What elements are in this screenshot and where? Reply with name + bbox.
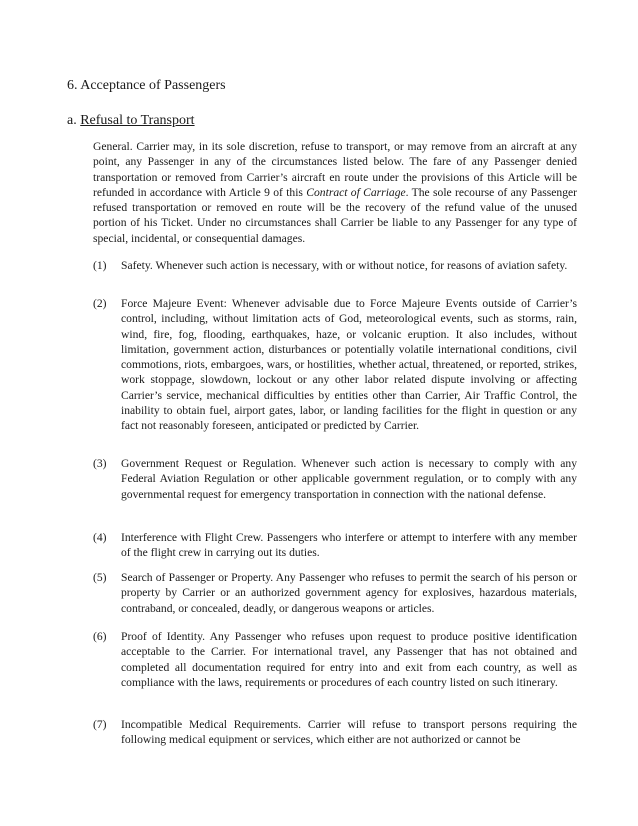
list-item-number: (5) xyxy=(93,571,107,584)
list-item-proof-of-identity xyxy=(93,629,577,690)
list-item-number: (4) xyxy=(93,531,107,544)
list-item-number: (6) xyxy=(93,630,107,643)
list-item-text: Interference with Flight Crew. Passengers who interfere or attempt to interfere with any member of the flight crew in carrying out its duties. xyxy=(121,531,577,560)
subsection-label: a. xyxy=(67,113,81,128)
list-item-number: (2) xyxy=(93,297,107,310)
list-item-medical-requirements xyxy=(93,717,577,748)
contract-of-carriage-reference: Contract of Carriage xyxy=(306,185,406,199)
list-item-safety xyxy=(93,258,577,273)
subsection-title: Refusal to Transport xyxy=(80,113,195,128)
subsection-heading xyxy=(67,112,195,130)
list-item-text: Search of Passenger or Property. Any Passenger who refuses to permit the search of his person or property by Carrier or an authorized government agency for explosives, hazardous materials, contraband, or concealed, deadly, or dangerous weapons or articles. xyxy=(121,571,577,615)
list-item-text: Incompatible Medical Requirements. Carrier will refuse to transport persons requiring the following medical equipment or services, which either are not authorized or cannot be xyxy=(121,718,577,747)
list-item-force-majeure xyxy=(93,296,577,434)
list-item-number: (7) xyxy=(93,718,107,731)
list-item-text: Government Request or Regulation. Whenever such action is necessary to comply with any Federal Aviation Regulation or other applicable government regulation, or to comply with any governmental request for emergency transportation in connection with the national defense. xyxy=(121,457,577,501)
general-text-after: . The sole recourse of any Passenger refused transportation or removed en route will be the recovery of the refund value of the unused portion of his Ticket. Under no circumstances shall Carrier be liable to any Passenger for any type of special, incidental, or consequential damages. xyxy=(93,185,577,245)
general-paragraph xyxy=(93,139,577,246)
section-title: 6. Acceptance of Passengers xyxy=(67,78,226,93)
list-item-number: (3) xyxy=(93,457,107,470)
list-item-government-request xyxy=(93,456,577,502)
general-text-before: General. Carrier may, in its sole discretion, refuse to transport, or may remove from an aircraft at any point, any Passenger in any of the circumstances listed below. The fare of any Passenger denied transportation or removed from Carrier’s aircraft en route under the provisions of this Article will be refunded in accordance with Article 9 of this xyxy=(93,140,577,199)
list-item-text: Force Majeure Event: Whenever advisable due to Force Majeure Events outside of Carrier’s control, including, without limitation acts of God, meteorological events, such as storms, rain, wind, fire, fog, flooding, earthquakes, haze, or volcanic eruption. It also includes, without limitation, government action, disturbances or potentially volatile international conditions, civil commotions, riots, embargoes, wars, or hostilities, whether actual, threatened, or reported, strikes, work stoppage, slowdown, lockout or any other labor related dispute involving or affecting Carrier’s service, mechanical difficulties by entities other than Carrier, Air Traffic Control, the inability to obtain fuel, airport gates, labor, or landing facilities for the flight in question or any fact not reasonably foreseen, anticipated or predicted by Carrier. xyxy=(121,297,577,433)
list-item-text: Safety. Whenever such action is necessary, with or without notice, for reasons of aviation safety. xyxy=(121,259,568,272)
list-item-search-passenger xyxy=(93,570,577,616)
list-item-interference-flight-crew xyxy=(93,530,577,561)
list-item-text: Proof of Identity. Any Passenger who refuses upon request to produce positive identification acceptable to the Carrier. For international travel, any Passenger that has not obtained and completed all documentation required for entry into and exit from each country, as well as compliance with the laws, requirements or procedures of each country listed on such itinerary. xyxy=(121,630,577,689)
list-item-number: (1) xyxy=(93,259,107,272)
